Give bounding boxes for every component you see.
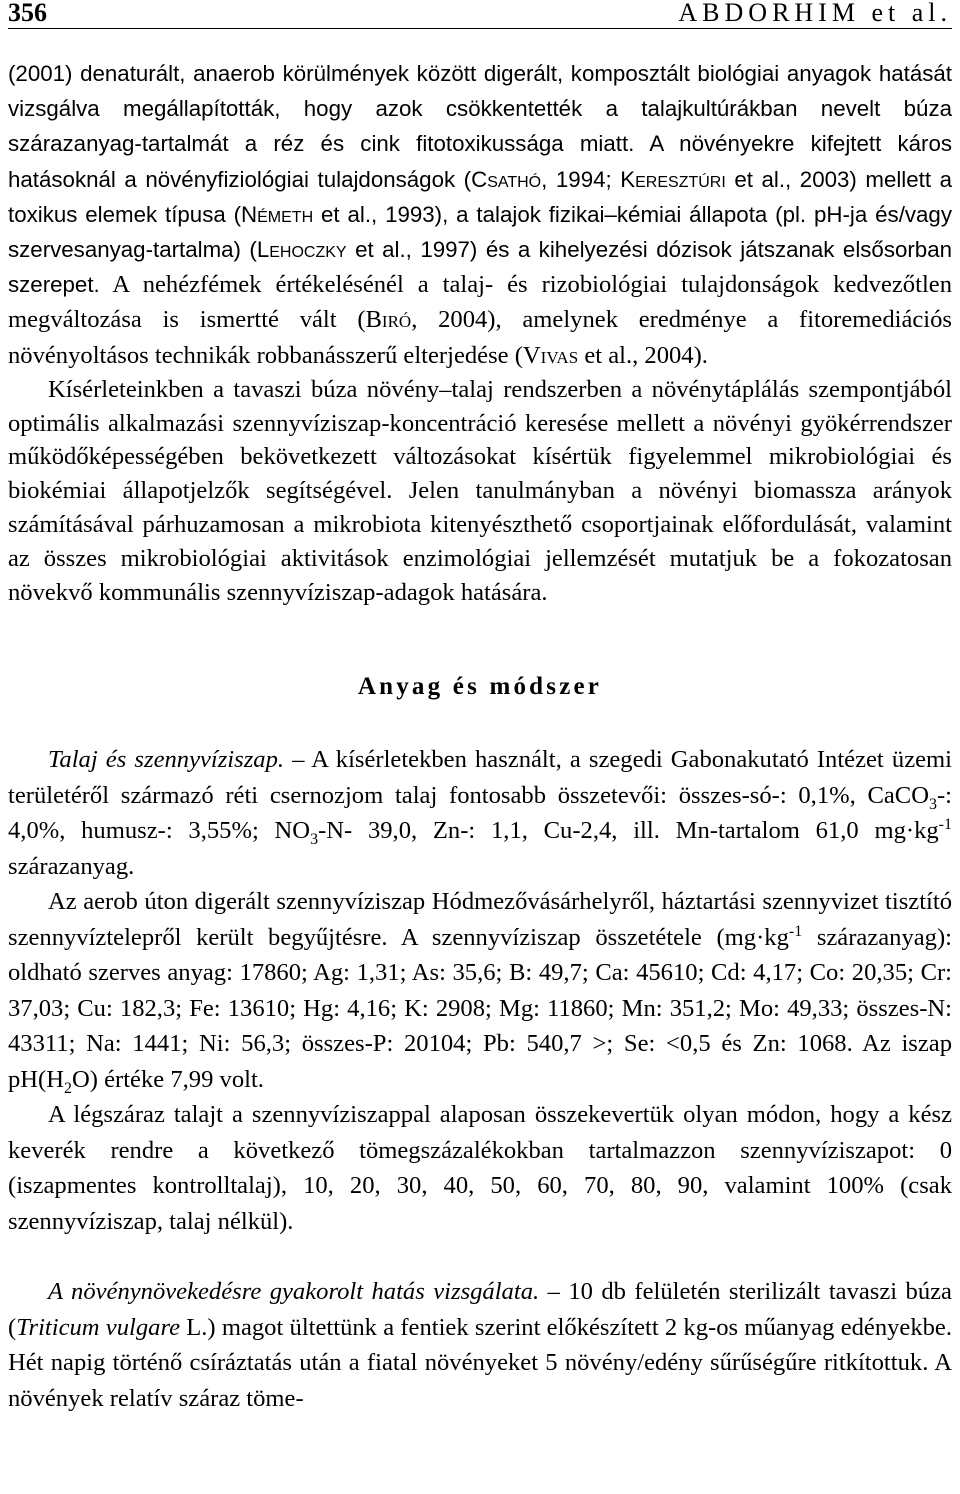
species-name: Triticum vulgare: [16, 1313, 181, 1341]
paragraph-intro-1: (2001) denaturált, anaerob körülmények között digerált, komposztált biológiai anyagok hatását vizsgálva megállapították, hogy azok csökkentették a talajkultúrákban nevelt búza szárazanyag-tartalmát a réz és cink fitotoxikussága miatt. A növényekre kifejtett káros hatásoknál a növényfiziológiai tulajdonságok (Csathó, 1994; Keresztúri et al., 2003) mellett a toxikus elemek típusa (Németh et al., 1993), a talajok fizikai–kémiai állapota (pl. pH-ja és/vagy szervesanyag-tartalma) (Lehoczky et al., 1997) és a kihelyezési dózisok játszanak elsősorban szerepet. A nehézfémek értékelésénél a talaj- és rizobiológiai tulajdonságok kedvezőtlen megváltozása is ismertté vált (Biró, 2004), amelynek eredménye a fitoremediációs növényoltásos technikák robbanásszerű elterjedése (Vivas et al., 2004).: [8, 61, 952, 369]
paragraph-mixing: A légszáraz talajt a szennyvíziszappal alaposan összekevertük olyan módon, hogy a kész keverék rendre a következő tömegszázalékokban tartalmazzon szennyvíziszapot: 0 (iszapmentes kontrolltalaj), 10, 20, 30, 40, 50, 60, 70, 80, 90, valamint 100% (csak szennyvíziszap, talaj nélkül).: [8, 1101, 952, 1235]
subsection-title: A növénynövekedésre gyakorolt hatás vizsgálata.: [48, 1278, 540, 1306]
subsection-title: Talaj és szennyvíziszap.: [48, 746, 285, 774]
running-head: ABDORHIM et al.: [678, 0, 952, 27]
article-body: [8, 56, 952, 1416]
author-name: Biró: [365, 306, 412, 334]
author-name: Csathó: [471, 166, 542, 192]
page-number: 356: [8, 0, 47, 27]
paragraph-growth: A növénynövekedésre gyakorolt hatás vizsgálata. – 10 db felületén sterilizált tavaszi búza (Triticum vulgare L.) magot ültettünk a fentiek szerint előkészített 2 kg-os műanyag edényekbe. Hét napig történő csíráztatás után a fiatal növényeket 5 növény/edény sűrűségűre ritkítottuk. A növények relatív száraz töme-: [8, 1278, 952, 1412]
author-name: Németh: [241, 201, 314, 227]
paragraph-soil: Talaj és szennyvíziszap. – A kísérletekben használt, a szegedi Gabonakutató Intézet üzemi területéről származó réti csernozjom talaj fontosabb összetevői: összes-só-: 0,1%, CaCO$_3$-: 4,0%, humusz-: 3,55%; $NO_3-N-$ 39,0, Zn-: 1,1, Cu-2,4, ill. Mn-tartalom 61,0 $mg\cdot kg^{-1}$ szárazanyag.: [8, 746, 952, 880]
author-name: Lehoczky: [256, 237, 347, 263]
paragraph-intro-2: Kísérleteinkben a tavaszi búza növény–talaj rendszerben a növénytáplálás szempontjából optimális alkalmazási szennyvíziszap-koncentráció keresése mellett a növényi gyökérrendszer működőképességében bekövetkezett változásokat kísértük figyelemmel mikrobiológiai és biokémiai állapotjelzők segítségével. Jelen tanulmányban a növényi biomassza arányok számításával párhuzamosan a mikrobiota kitenyészthető csoportjainak előfordulását, valamint az összes mikrobiológiai aktivitások enzimológiai jellemzését mutatjuk be a fokozatosan növekvő kommunális szennyvíziszap-adagok hatására.: [8, 375, 952, 606]
text-sans-segment: (2001) denaturált, anaerob körülmények között digerált, komposztált biológiai anyagok hatását vizsgálva megállapították, hogy azok csökkentették a talajkultúrákban nevelt búza szárazanyag-tartalmát a réz és cink fitotoxikussága miatt. A növényekre kifejtett káros hatásoknál a növényfiziológiai tulajdonságok (Csathó, 1994; Keresztúri et al., 2003) mellett a toxikus elemek típusa (Németh et al., 1993), a talajok fizikai–kémiai állapota (pl. pH-ja és/vagy szervesanyag-tartalma) (Lehoczky et al., 1997) és a kihelyezési dózisok játszanak elsősorban szerepet.: [8, 61, 952, 298]
section-heading: Anyag és módszer: [357, 673, 603, 701]
author-name: Vivas: [522, 341, 579, 369]
running-header: [8, 0, 952, 29]
author-name: Keresztúri: [620, 166, 726, 192]
paragraph-sludge: Az aerob úton digerált szennyvíziszap Hódmezővásárhelyről, háztartási szennyvizet tisztító szennyvíztelepről került begyűjtésre. A szennyvíziszap összetétele ($mg\cdot kg^{-1}$ szárazanyag): oldható szerves anyag: 17860; Ag: 1,31; As: 35,6; B: 49,7; Ca: 45610; Cd: 4,17; Co: 20,35; Cr: 37,03; Cu: 182,3; Fe: 13610; Hg: 4,16; K: 2908; Mg: 11860; Mn: 351,2; Mo: 49,33; összes-N: 43311; Na: 1441; Ni: 56,3; összes-P: 20104; Pb: 540,7 >; Se: <0,5 és Zn: 1068. Az iszap $pH(H_2O)$ értéke 7,99 volt.: [8, 888, 952, 1097]
